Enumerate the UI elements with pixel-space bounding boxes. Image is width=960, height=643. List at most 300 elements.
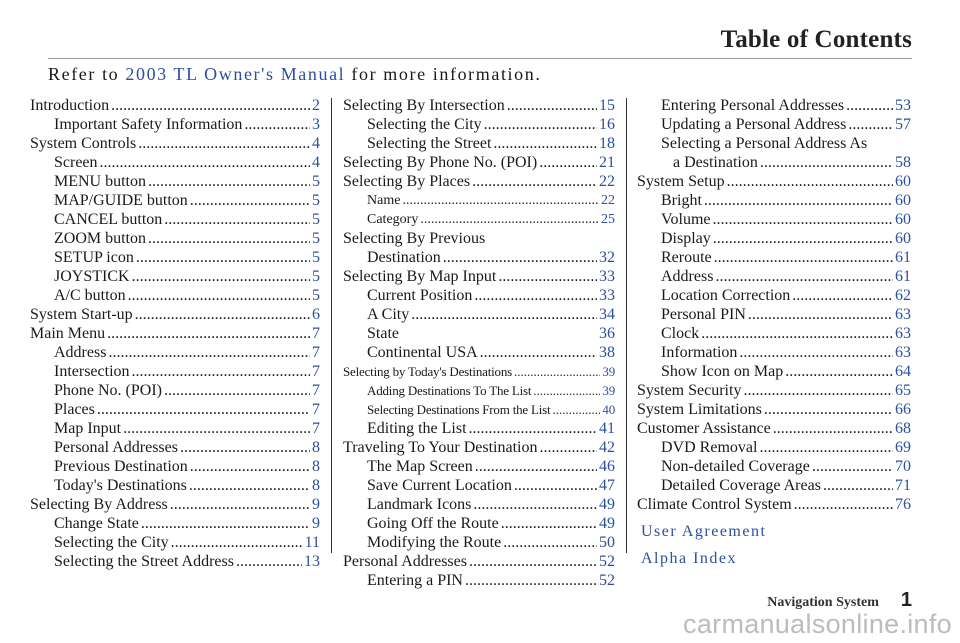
toc-page-link[interactable]: 64 xyxy=(895,363,911,380)
dot-leader xyxy=(792,286,893,305)
toc-page-link[interactable]: 32 xyxy=(599,249,615,266)
toc-entry[interactable] xyxy=(30,286,320,305)
toc-page-link[interactable]: 60 xyxy=(895,211,911,228)
toc-page-link[interactable]: 7 xyxy=(312,363,320,380)
toc-entry-title: Information xyxy=(661,344,738,361)
owners-manual-link[interactable]: 2003 TL Owner's Manual xyxy=(125,64,346,84)
dot-leader xyxy=(472,172,597,191)
toc-page-link[interactable]: 5 xyxy=(312,268,320,285)
toc-page-link[interactable]: 68 xyxy=(895,420,911,437)
toc-page-link[interactable]: 5 xyxy=(312,192,320,209)
toc-entry[interactable] xyxy=(637,134,911,153)
dot-leader xyxy=(420,210,599,229)
toc-entry-title: A/C button xyxy=(54,287,126,304)
dot-leader xyxy=(135,305,310,324)
toc-entry[interactable] xyxy=(343,552,615,571)
dot-leader xyxy=(715,267,893,286)
toc-entry-title: Personal PIN xyxy=(661,306,746,323)
dot-leader xyxy=(743,381,893,400)
dot-leader xyxy=(465,571,597,590)
dot-leader xyxy=(712,210,893,229)
toc-entry-title: Display xyxy=(661,230,711,247)
toc-entry[interactable] xyxy=(637,362,911,381)
toc-entry[interactable] xyxy=(637,210,911,229)
toc-entry-title: MENU button xyxy=(54,173,146,190)
toc-entry-title: Previous Destination xyxy=(54,458,188,475)
toc-page-link[interactable]: 52 xyxy=(599,572,615,589)
dot-leader xyxy=(739,343,893,362)
refer-line xyxy=(48,64,541,85)
toc-page-link[interactable]: 4 xyxy=(312,154,320,171)
toc-page-link[interactable]: 34 xyxy=(599,306,615,323)
toc-page-link[interactable]: 53 xyxy=(895,97,911,114)
dot-leader xyxy=(107,324,310,343)
toc-entry-title: ZOOM button xyxy=(54,230,146,247)
toc-entry[interactable] xyxy=(343,362,615,381)
dot-leader xyxy=(473,495,597,514)
dot-leader xyxy=(180,438,310,457)
toc-page-link[interactable]: 15 xyxy=(599,97,615,114)
toc-entry[interactable] xyxy=(30,134,320,153)
dot-leader xyxy=(539,153,597,172)
toc-entry[interactable] xyxy=(30,115,320,134)
toc-page-link[interactable]: 18 xyxy=(599,135,615,152)
dot-leader xyxy=(823,476,893,495)
toc-entry-title: Editing the List xyxy=(367,420,467,437)
toc-entry-title: Selecting Destinations From the List xyxy=(367,402,551,417)
toc-page-link[interactable]: 50 xyxy=(599,534,615,551)
toc-page-link[interactable]: 9 xyxy=(312,496,320,513)
toc-page-link[interactable]: 60 xyxy=(895,173,911,190)
toc-page-link[interactable]: 33 xyxy=(599,268,615,285)
toc-page-link[interactable]: 5 xyxy=(312,287,320,304)
toc-entry[interactable] xyxy=(637,248,911,267)
toc-entry[interactable] xyxy=(343,248,615,267)
toc-entry-title: Climate Control System xyxy=(637,496,792,513)
toc-entry-title: Intersection xyxy=(54,363,130,380)
toc-entry[interactable] xyxy=(30,210,320,229)
dot-leader xyxy=(794,495,893,514)
toc-entry[interactable] xyxy=(343,476,615,495)
dot-leader xyxy=(503,533,597,552)
dot-leader xyxy=(714,248,893,267)
dot-leader xyxy=(170,495,310,514)
section-name: Navigation System xyxy=(767,595,879,610)
dot-leader xyxy=(846,96,893,115)
refer-prefix: Refer to xyxy=(48,64,126,84)
toc-page-link[interactable]: 4 xyxy=(312,135,320,152)
toc-page-link[interactable]: 5 xyxy=(312,211,320,228)
toc-entry[interactable] xyxy=(637,286,911,305)
toc-entry[interactable] xyxy=(637,457,911,476)
toc-entry-title: JOYSTICK xyxy=(54,268,130,285)
dot-leader xyxy=(748,305,893,324)
dot-leader xyxy=(148,229,310,248)
dot-leader xyxy=(97,400,310,419)
dot-leader xyxy=(411,305,597,324)
toc-page-link[interactable]: 65 xyxy=(895,382,911,399)
toc-entry-title: Personal Addresses xyxy=(54,439,178,456)
toc-entry[interactable] xyxy=(30,533,320,552)
toc-entry[interactable] xyxy=(30,552,320,571)
toc-page-link[interactable]: 58 xyxy=(895,154,911,171)
dot-leader xyxy=(484,115,597,134)
toc-page-link[interactable]: 8 xyxy=(312,477,320,494)
toc-entry-title: Name xyxy=(367,193,401,208)
toc-entry-title: Landmark Icons xyxy=(367,496,472,513)
dot-leader xyxy=(493,134,597,153)
dot-leader xyxy=(773,419,893,438)
toc-entry[interactable] xyxy=(637,191,911,210)
toc-entry-title: Selecting By Phone No. (POI) xyxy=(343,154,538,171)
dot-leader xyxy=(402,191,599,210)
toc-page-link[interactable]: 70 xyxy=(895,458,911,475)
toc-entry[interactable] xyxy=(343,419,615,438)
toc-entry-title: Bright xyxy=(661,192,702,209)
toc-page-link[interactable]: 63 xyxy=(895,344,911,361)
toc-page-link[interactable]: 71 xyxy=(895,477,911,494)
toc-page-link[interactable]: 7 xyxy=(312,382,320,399)
dot-leader xyxy=(136,248,310,267)
toc-entry-title: A City xyxy=(367,306,410,323)
toc-entry[interactable] xyxy=(343,267,615,286)
toc-entry[interactable] xyxy=(343,134,615,153)
toc-page-link[interactable]: 38 xyxy=(599,344,615,361)
toc-page-link[interactable]: 22 xyxy=(599,173,615,190)
dot-leader xyxy=(108,343,310,362)
toc-page-link[interactable]: 21 xyxy=(599,154,615,171)
toc-page-link[interactable]: 13 xyxy=(304,553,320,570)
dot-leader xyxy=(475,457,597,476)
toc-entry-title: State xyxy=(367,325,399,342)
toc-entry-title: System Start-up xyxy=(30,306,133,323)
toc-entry-title: Selecting By Previous xyxy=(343,230,486,247)
toc-entry[interactable] xyxy=(637,305,911,324)
toc-page-link[interactable]: 5 xyxy=(312,173,320,190)
toc-entry-title: System Controls xyxy=(30,135,137,152)
toc-page-link[interactable]: 25 xyxy=(601,212,615,227)
toc-entry[interactable] xyxy=(30,267,320,286)
toc-entry-title: Continental USA xyxy=(367,344,478,361)
toc-entry-title: Destination xyxy=(367,249,441,266)
refer-suffix: for more information. xyxy=(345,64,542,84)
toc-entry[interactable] xyxy=(30,400,320,419)
toc-entry-title: Selecting By Map Input xyxy=(343,268,497,285)
dot-leader xyxy=(848,115,893,134)
toc-entry-title: Adding Destinations To The List xyxy=(367,383,532,398)
toc-page-link[interactable]: 61 xyxy=(895,268,911,285)
toc-page-link[interactable]: 61 xyxy=(895,249,911,266)
page-title: Table of Contents xyxy=(720,26,912,53)
dot-leader xyxy=(171,533,303,552)
toc-entry[interactable] xyxy=(30,438,320,457)
toc-entry-title: Entering a PIN xyxy=(367,572,463,589)
toc-entry[interactable] xyxy=(30,229,320,248)
toc-entry[interactable] xyxy=(343,153,615,172)
column-divider xyxy=(626,98,627,553)
dot-leader xyxy=(189,476,310,495)
toc-entry-title: Updating a Personal Address xyxy=(661,116,847,133)
toc-entry[interactable] xyxy=(637,495,911,514)
toc-page-link[interactable]: 2 xyxy=(312,97,320,114)
header-divider xyxy=(48,58,912,59)
toc-entry[interactable] xyxy=(637,476,911,495)
toc-entry-title: System Security xyxy=(637,382,742,399)
toc-entry-title: System Limitations xyxy=(637,401,762,418)
toc-entry-title: Personal Addresses xyxy=(343,553,467,570)
toc-entry-title: Modifying the Route xyxy=(367,534,502,551)
toc-page-link[interactable]: 6 xyxy=(312,306,320,323)
toc-entry-title: Detailed Coverage Areas xyxy=(661,477,821,494)
toc-entry-title: Map Input xyxy=(54,420,122,437)
toc-entry[interactable] xyxy=(343,210,615,229)
dot-leader xyxy=(141,514,310,533)
toc-page-link[interactable]: 60 xyxy=(895,192,911,209)
toc-page-link[interactable]: 41 xyxy=(599,420,615,437)
dot-leader xyxy=(759,438,893,457)
toc-entry[interactable] xyxy=(343,400,615,419)
toc-entry[interactable] xyxy=(637,438,911,457)
user-agreement-link[interactable]: User Agreement xyxy=(641,523,767,540)
dot-leader xyxy=(236,552,302,571)
dot-leader xyxy=(164,381,310,400)
toc-entry[interactable] xyxy=(30,96,320,115)
dot-leader xyxy=(552,400,600,419)
toc-entry[interactable] xyxy=(637,115,911,134)
dot-leader xyxy=(138,134,310,153)
dot-leader xyxy=(469,419,597,438)
toc-entry[interactable] xyxy=(343,495,615,514)
alpha-index-link[interactable]: Alpha Index xyxy=(641,550,738,567)
dot-leader xyxy=(498,267,597,286)
toc-entry[interactable] xyxy=(30,381,320,400)
toc-entry[interactable] xyxy=(30,419,320,438)
dot-leader xyxy=(164,210,310,229)
toc-entry[interactable] xyxy=(637,153,911,172)
toc-entry-title: Going Off the Route xyxy=(367,515,499,532)
toc-entry-title: Introduction xyxy=(30,97,110,114)
toc-entry-title: Phone No. (POI) xyxy=(54,382,162,399)
toc-page-link[interactable]: 69 xyxy=(895,439,911,456)
toc-entry-title: Places xyxy=(54,401,95,418)
dot-leader xyxy=(132,267,310,286)
toc-entry[interactable] xyxy=(637,229,911,248)
toc-entry-title: Clock xyxy=(661,325,700,342)
toc-entry[interactable] xyxy=(343,533,615,552)
toc-page-link[interactable]: 62 xyxy=(895,287,911,304)
toc-entry[interactable] xyxy=(343,115,615,134)
toc-entry-title: Today's Destinations xyxy=(54,477,187,494)
toc-page-link[interactable]: 9 xyxy=(312,515,320,532)
dot-leader xyxy=(764,400,893,419)
toc-entry-title: Selecting a Personal Address As xyxy=(661,135,868,152)
toc-entry-title: MAP/GUIDE button xyxy=(54,192,188,209)
toc-page-link[interactable]: 8 xyxy=(312,439,320,456)
toc-entry-title: Change State xyxy=(54,515,139,532)
toc-entry-title: Selecting by Today's Destinations xyxy=(343,364,512,379)
toc-entry-title: Non-detailed Coverage xyxy=(661,458,810,475)
toc-entry[interactable] xyxy=(30,191,320,210)
toc-entry-title: Volume xyxy=(661,211,711,228)
dot-leader xyxy=(701,324,893,343)
toc-page-link[interactable]: 40 xyxy=(602,402,615,417)
dot-leader xyxy=(474,286,597,305)
toc-entry[interactable] xyxy=(30,324,320,343)
toc-entry-title: CANCEL button xyxy=(54,211,163,228)
toc-entry[interactable] xyxy=(343,172,615,191)
toc-entry-title: Current Position xyxy=(367,287,473,304)
toc-entry-title: The Map Screen xyxy=(367,458,473,475)
dot-leader xyxy=(128,286,310,305)
dot-leader xyxy=(812,457,893,476)
toc-page-link[interactable]: 16 xyxy=(599,116,615,133)
toc-entry-title: System Setup xyxy=(637,173,725,190)
toc-entry[interactable] xyxy=(637,96,911,115)
dot-leader xyxy=(727,172,893,191)
toc-entry[interactable] xyxy=(343,324,615,343)
toc-entry-title: Traveling To Your Destination xyxy=(343,439,538,456)
toc-entry[interactable] xyxy=(30,172,320,191)
toc-page-link[interactable]: 7 xyxy=(312,401,320,418)
toc-entry-title: Selecting By Address xyxy=(30,496,168,513)
toc-page-link[interactable]: 8 xyxy=(312,458,320,475)
toc-entry[interactable] xyxy=(30,476,320,495)
dot-leader xyxy=(132,362,310,381)
toc-entry-title: Selecting By Intersection xyxy=(343,97,505,114)
toc-page-link[interactable]: 63 xyxy=(895,306,911,323)
dot-leader xyxy=(785,362,893,381)
toc-column-2 xyxy=(343,96,615,590)
toc-page-link[interactable]: 76 xyxy=(895,496,911,513)
toc-page-link[interactable]: 39 xyxy=(602,383,615,398)
dot-leader xyxy=(514,362,600,381)
toc-entry[interactable] xyxy=(30,248,320,267)
toc-page-link[interactable]: 5 xyxy=(312,230,320,247)
toc-page-link[interactable]: 46 xyxy=(599,458,615,475)
toc-entry[interactable] xyxy=(637,343,911,362)
toc-entry[interactable] xyxy=(343,381,615,400)
toc-page-link[interactable]: 52 xyxy=(599,553,615,570)
toc-entry-title: Customer Assistance xyxy=(637,420,771,437)
dot-leader xyxy=(507,96,597,115)
toc-page-link[interactable]: 5 xyxy=(312,249,320,266)
toc-page-link[interactable]: 7 xyxy=(312,325,320,342)
watermark: carmanualsonline.info xyxy=(683,609,952,639)
toc-entry-title: Selecting the City xyxy=(367,116,482,133)
toc-entry[interactable] xyxy=(30,514,320,533)
toc-entry[interactable] xyxy=(343,457,615,476)
page-number: 1 xyxy=(900,589,912,611)
toc-entry[interactable] xyxy=(343,229,615,248)
dot-leader xyxy=(148,172,310,191)
toc-page-link[interactable]: 47 xyxy=(599,477,615,494)
toc-entry-title: Selecting the Street Address xyxy=(54,553,234,570)
dot-leader xyxy=(469,552,597,571)
toc-entry[interactable] xyxy=(637,419,911,438)
toc-entry[interactable] xyxy=(343,571,615,590)
dot-leader xyxy=(244,115,310,134)
toc-entry[interactable] xyxy=(343,438,615,457)
toc-page-link[interactable]: 66 xyxy=(895,401,911,418)
toc-entry[interactable] xyxy=(30,153,320,172)
toc-page-link[interactable]: 11 xyxy=(304,534,320,551)
toc-entry[interactable] xyxy=(30,457,320,476)
dot-leader xyxy=(123,419,310,438)
toc-page-link[interactable]: 57 xyxy=(895,116,911,133)
toc-entry-title: Important Safety Information xyxy=(54,116,243,133)
toc-page-link[interactable]: 42 xyxy=(599,439,615,456)
toc-page-link[interactable]: 3 xyxy=(312,116,320,133)
toc-entry[interactable] xyxy=(637,324,911,343)
toc-page-link[interactable]: 49 xyxy=(599,496,615,513)
toc-entry-title: SETUP icon xyxy=(54,249,134,266)
toc-entry-title: Address xyxy=(54,344,107,361)
toc-entry-title: Address xyxy=(661,268,714,285)
toc-entry-title: DVD Removal xyxy=(661,439,758,456)
toc-entry[interactable] xyxy=(30,305,320,324)
toc-column-1 xyxy=(30,96,320,571)
toc-page-link[interactable]: 7 xyxy=(312,344,320,361)
toc-entry[interactable] xyxy=(637,381,911,400)
toc-page-link[interactable]: 36 xyxy=(599,325,615,342)
toc-entry[interactable] xyxy=(343,191,615,210)
toc-page-link[interactable]: 60 xyxy=(895,230,911,247)
toc-entry-title: Selecting the City xyxy=(54,534,169,551)
dot-leader xyxy=(190,457,310,476)
toc-entry[interactable] xyxy=(30,495,320,514)
dot-leader xyxy=(704,191,893,210)
toc-entry[interactable] xyxy=(343,96,615,115)
toc-entry[interactable] xyxy=(343,305,615,324)
toc-entry-title: a Destination xyxy=(673,154,758,171)
dot-leader xyxy=(514,476,597,495)
toc-entry[interactable] xyxy=(343,286,615,305)
dot-leader xyxy=(760,153,893,172)
toc-entry[interactable] xyxy=(637,267,911,286)
dot-leader xyxy=(190,191,310,210)
toc-entry[interactable] xyxy=(637,400,911,419)
toc-entry[interactable] xyxy=(30,362,320,381)
toc-page-link[interactable]: 39 xyxy=(602,364,615,379)
toc-entry[interactable] xyxy=(343,343,615,362)
toc-page-link[interactable]: 7 xyxy=(312,420,320,437)
toc-entry-title: Screen xyxy=(54,154,98,171)
toc-entry-title: Category xyxy=(367,212,419,227)
toc-entry-title: Reroute xyxy=(661,249,712,266)
toc-page-link[interactable]: 49 xyxy=(599,515,615,532)
toc-entry-title: Entering Personal Addresses xyxy=(661,97,845,114)
toc-entry[interactable] xyxy=(637,172,911,191)
toc-entry[interactable] xyxy=(343,514,615,533)
toc-entry-title: Show Icon on Map xyxy=(661,363,784,380)
toc-entry-title: Main Menu xyxy=(30,325,106,342)
toc-page-link[interactable]: 22 xyxy=(601,193,615,208)
dot-leader xyxy=(443,248,597,267)
dot-leader xyxy=(111,96,310,115)
toc-page-link[interactable]: 63 xyxy=(895,325,911,342)
toc-entry-title: Selecting By Places xyxy=(343,173,471,190)
dot-leader xyxy=(539,438,597,457)
toc-entry[interactable] xyxy=(30,343,320,362)
dot-leader xyxy=(713,229,893,248)
dot-leader xyxy=(100,153,310,172)
dot-leader xyxy=(480,343,597,362)
toc-entry-title: Location Correction xyxy=(661,287,791,304)
dot-leader xyxy=(533,381,600,400)
toc-column-3 xyxy=(637,96,911,568)
toc-page-link[interactable]: 33 xyxy=(599,287,615,304)
column-divider xyxy=(331,98,332,553)
